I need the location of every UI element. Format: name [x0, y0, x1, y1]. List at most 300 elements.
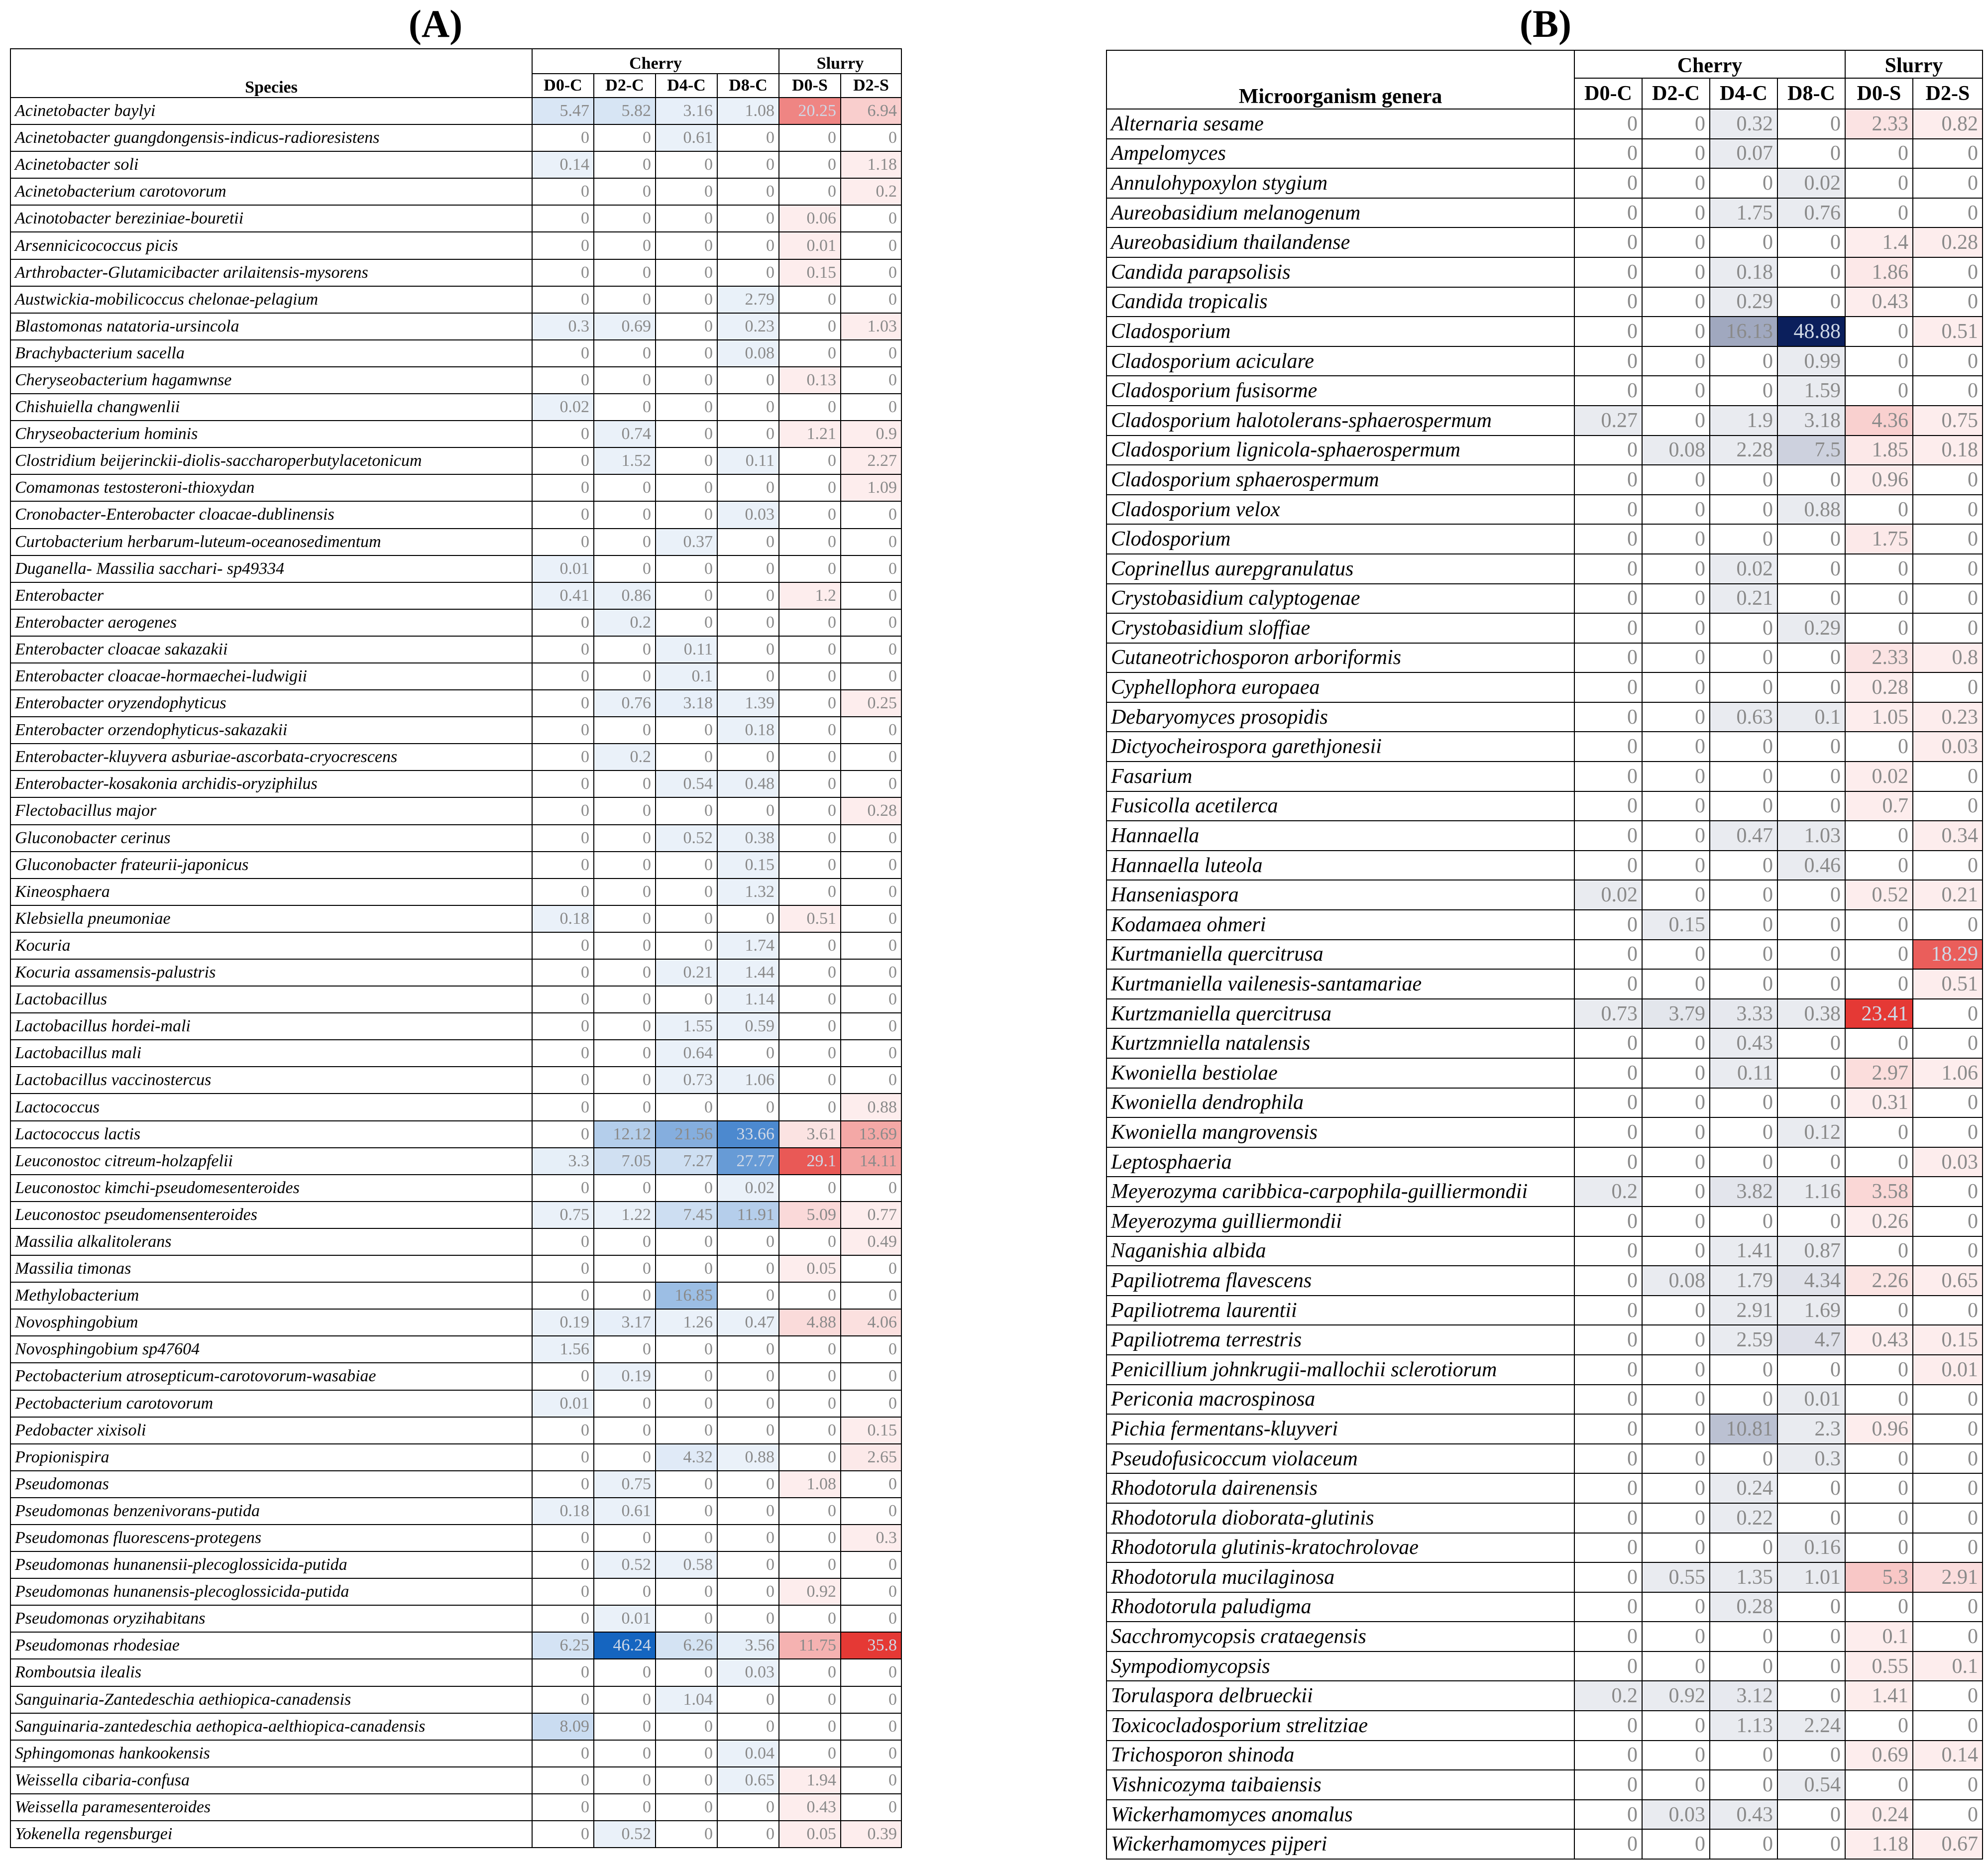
heatmap-cell: 0.2 [1574, 1177, 1642, 1207]
row-label: Alternaria sesame [1106, 109, 1574, 139]
heatmap-cell: 1.22 [594, 1202, 656, 1228]
panel-b-label: (B) [1520, 2, 1571, 45]
heatmap-cell: 0 [532, 1525, 594, 1551]
heatmap-cell: 0.74 [594, 421, 656, 447]
heatmap-cell: 0 [1710, 1147, 1777, 1177]
heatmap-cell: 0 [1574, 287, 1642, 317]
heatmap-cell: 0 [1777, 1207, 1845, 1236]
heatmap-cell: 0 [1574, 702, 1642, 732]
heatmap-cell: 0 [717, 1336, 779, 1363]
heatmap-cell: 0 [1777, 1681, 1845, 1711]
heatmap-cell: 0 [594, 1255, 656, 1282]
heatmap-cell: 0 [1777, 1473, 1845, 1503]
heatmap-cell: 0 [1574, 1562, 1642, 1592]
row-label: Sanguinaria-Zantedeschia aethiopica-canadensis [10, 1686, 532, 1713]
heatmap-cell: 1.69 [1777, 1296, 1845, 1325]
heatmap-cell: 0 [1777, 1058, 1845, 1088]
heatmap-cell: 0 [656, 717, 717, 744]
heatmap-cell: 0.02 [1574, 880, 1642, 910]
heatmap-cell: 0 [1642, 287, 1710, 317]
heatmap-cell: 0 [1574, 1651, 1642, 1681]
heatmap-cell: 0.3 [532, 313, 594, 340]
heatmap-cell: 0 [656, 1255, 717, 1282]
table-row [10, 959, 901, 986]
heatmap-cell: 0 [1642, 672, 1710, 702]
heatmap-cell: 0 [1845, 1503, 1913, 1533]
heatmap-cell: 0.88 [717, 1444, 779, 1471]
heatmap-cell: 0 [717, 1471, 779, 1498]
table-row [10, 1605, 901, 1632]
table-row [1106, 436, 1983, 465]
heatmap-cell: 0 [532, 1767, 594, 1794]
heatmap-cell: 1.41 [1710, 1236, 1777, 1266]
column-header: D2-S [1913, 78, 1983, 109]
heatmap-cell: 0 [1777, 672, 1845, 702]
row-label: Methylobacterium [10, 1282, 532, 1309]
heatmap-cell: 1.06 [1913, 1058, 1983, 1088]
heatmap-cell: 0.48 [717, 770, 779, 797]
heatmap-cell: 0 [594, 1094, 656, 1120]
table-row [1106, 1414, 1983, 1444]
heatmap-cell: 0.19 [594, 1363, 656, 1390]
row-label: Kurtmaniella vailenesis-santamariae [1106, 969, 1574, 999]
heatmap-cell: 2.26 [1845, 1266, 1913, 1296]
heatmap-cell: 0 [841, 124, 901, 151]
table-row [1106, 554, 1983, 584]
heatmap-cell: 0.2 [594, 609, 656, 636]
heatmap-cell: 0 [779, 340, 841, 367]
heatmap-cell: 0 [594, 636, 656, 663]
heatmap-cell: 0 [1777, 1651, 1845, 1681]
heatmap-cell: 0.15 [1642, 910, 1710, 940]
table-row [10, 825, 901, 852]
heatmap-cell: 3.3 [532, 1148, 594, 1175]
heatmap-cell: 0 [841, 1175, 901, 1202]
row-label: Cronobacter-Enterobacter cloacae-dublinensis [10, 501, 532, 528]
heatmap-cell: 0 [1642, 1473, 1710, 1503]
heatmap-cell: 0 [594, 1525, 656, 1551]
heatmap-cell: 0 [1845, 1770, 1913, 1800]
row-label: Cladosporium velox [1106, 495, 1574, 525]
table-row [1106, 1444, 1983, 1474]
heatmap-cell: 0 [1913, 1207, 1983, 1236]
heatmap-cell: 0.03 [1913, 732, 1983, 762]
heatmap-cell: 0 [1777, 465, 1845, 495]
heatmap-cell: 0 [656, 879, 717, 905]
heatmap-cell: 3.61 [779, 1121, 841, 1148]
heatmap-cell: 3.18 [656, 690, 717, 717]
heatmap-cell: 2.28 [1710, 436, 1777, 465]
row-label: Crystobasidium calyptogenae [1106, 584, 1574, 614]
heatmap-cell: 0 [1574, 1414, 1642, 1444]
row-label: Toxicocladosporium strelitziae [1106, 1711, 1574, 1741]
heatmap-cell: 0.75 [1913, 406, 1983, 436]
heatmap-cell: 0 [841, 1794, 901, 1821]
heatmap-cell: 0 [841, 1471, 901, 1498]
row-label: Clostridium beijerinckii-diolis-saccharoperbutylacetonicum [10, 447, 532, 474]
heatmap-cell: 1.9 [1710, 406, 1777, 436]
row-label: Chryseobacterium hominis [10, 421, 532, 447]
heatmap-cell: 0 [594, 1336, 656, 1363]
heatmap-cell: 0.1 [656, 663, 717, 690]
heatmap-cell: 0 [1710, 376, 1777, 406]
column-header: D0-C [1574, 78, 1642, 109]
row-label: Kurtzmniella natalensis [1106, 1028, 1574, 1058]
heatmap-cell: 0.65 [717, 1767, 779, 1794]
heatmap-cell: 8.09 [532, 1713, 594, 1740]
heatmap-cell: 3.18 [1777, 406, 1845, 436]
heatmap-cell: 0 [717, 1228, 779, 1255]
heatmap-cell: 0 [717, 1417, 779, 1444]
table-row [10, 1417, 901, 1444]
heatmap-cell: 0 [594, 151, 656, 178]
heatmap-cell: 0 [656, 501, 717, 528]
heatmap-cell: 0 [532, 367, 594, 394]
heatmap-cell: 1.14 [717, 986, 779, 1013]
heatmap-cell: 0 [1913, 554, 1983, 584]
table-row [10, 313, 901, 340]
table-row [1106, 1800, 1983, 1830]
heatmap-cell: 4.06 [841, 1309, 901, 1336]
heatmap-cell: 6.25 [532, 1632, 594, 1659]
heatmap-cell: 0 [717, 1551, 779, 1578]
heatmap-cell: 10.81 [1710, 1414, 1777, 1444]
heatmap-cell: 0 [1777, 1503, 1845, 1533]
heatmap-cell: 0 [1642, 1741, 1710, 1770]
row-label: Candida parapsolisis [1106, 257, 1574, 287]
table-row [10, 447, 901, 474]
table-row [1106, 1562, 1983, 1592]
heatmap-cell: 0.87 [1777, 1236, 1845, 1266]
heatmap-cell: 0 [717, 1525, 779, 1551]
heatmap-cell: 0 [717, 582, 779, 609]
row-label: Pectobacterium carotovorum [10, 1390, 532, 1417]
heatmap-cell: 0 [532, 340, 594, 367]
heatmap-cell: 0 [779, 959, 841, 986]
heatmap-cell: 0 [841, 825, 901, 852]
heatmap-cell: 0 [717, 1713, 779, 1740]
row-label: Ampelomyces [1106, 139, 1574, 169]
heatmap-cell: 0 [841, 1336, 901, 1363]
row-label: Pseudofusicoccum violaceum [1106, 1444, 1574, 1474]
table-row [1106, 851, 1983, 880]
heatmap-cell: 1.86 [1845, 257, 1913, 287]
heatmap-cell: 1.08 [717, 98, 779, 124]
row-label: Leuconostoc citreum-holzapfelii [10, 1148, 532, 1175]
heatmap-cell: 0 [594, 852, 656, 879]
heatmap-cell: 0 [1845, 851, 1913, 880]
slurry-group-header: Slurry [1845, 50, 1983, 78]
heatmap-cell: 0 [1710, 1829, 1777, 1859]
row-label: Rhodotorula dioborata-glutinis [1106, 1503, 1574, 1533]
heatmap-cell: 0 [1642, 1147, 1710, 1177]
heatmap-cell: 0 [779, 1498, 841, 1525]
heatmap-cell: 0.37 [656, 529, 717, 555]
heatmap-cell: 5.47 [532, 98, 594, 124]
heatmap-cell: 12.12 [594, 1121, 656, 1148]
heatmap-cell: 0 [656, 447, 717, 474]
row-label: Cutaneotrichosporon arboriformis [1106, 643, 1574, 673]
table-row [1106, 524, 1983, 554]
row-label: Lactobacillus mali [10, 1040, 532, 1067]
heatmap-cell: 0 [1642, 198, 1710, 228]
heatmap-cell: 0 [1574, 791, 1642, 821]
heatmap-cell: 0 [532, 770, 594, 797]
row-label: Crystobasidium sloffiae [1106, 613, 1574, 643]
heatmap-cell: 0 [1913, 198, 1983, 228]
heatmap-cell: 0.24 [1845, 1800, 1913, 1830]
heatmap-cell: 0 [532, 259, 594, 286]
row-label: Kodamaea ohmeri [1106, 910, 1574, 940]
heatmap-cell: 0 [532, 932, 594, 959]
heatmap-cell: 0 [1710, 1533, 1777, 1563]
heatmap-cell: 0 [1574, 1355, 1642, 1385]
row-label: Enterobacter orzendophyticus-sakazakii [10, 717, 532, 744]
heatmap-cell: 0 [1845, 910, 1913, 940]
row-label: Duganella- Massilia sacchari- sp49334 [10, 555, 532, 582]
heatmap-cell: 0 [1642, 940, 1710, 970]
column-header: D8-C [717, 74, 779, 98]
heatmap-cell: 0 [1913, 524, 1983, 554]
heatmap-cell: 0 [841, 663, 901, 690]
row-label: Enterobacter cloacae-hormaechei-ludwigii [10, 663, 532, 690]
heatmap-cell: 1.32 [717, 879, 779, 905]
table-row [10, 259, 901, 286]
heatmap-cell: 0 [1642, 1058, 1710, 1088]
heatmap-cell: 0.31 [1845, 1088, 1913, 1118]
table-row [10, 1255, 901, 1282]
heatmap-cell: 2.59 [1710, 1325, 1777, 1355]
table-row [10, 394, 901, 421]
row-label: Austwickia-mobilicoccus chelonae-pelagium [10, 286, 532, 313]
heatmap-cell: 1.21 [779, 421, 841, 447]
heatmap-cell: 0 [656, 205, 717, 232]
heatmap-cell: 0 [1642, 1207, 1710, 1236]
heatmap-cell: 3.16 [656, 98, 717, 124]
heatmap-cell: 0 [779, 932, 841, 959]
table-row [1106, 1533, 1983, 1563]
heatmap-cell: 0 [532, 986, 594, 1013]
heatmap-cell: 0 [1913, 346, 1983, 376]
table-row [10, 98, 901, 124]
row-label: Lactococcus [10, 1094, 532, 1120]
heatmap-cell: 0 [1777, 1741, 1845, 1770]
heatmap-cell: 0 [841, 1578, 901, 1605]
heatmap-cell: 0.2 [841, 178, 901, 205]
heatmap-cell: 0.92 [779, 1578, 841, 1605]
row-label: Cladosporium lignicola-sphaerospermum [1106, 436, 1574, 465]
heatmap-cell: 0 [717, 1094, 779, 1120]
row-label: Lactobacillus hordei-mali [10, 1013, 532, 1040]
row-label: Pectobacterium atrosepticum-carotovorum-wasabiae [10, 1363, 532, 1390]
row-label: Acinetobacter soli [10, 151, 532, 178]
heatmap-cell: 0 [532, 1605, 594, 1632]
heatmap-cell: 0.01 [779, 232, 841, 259]
heatmap-cell: 0.43 [779, 1794, 841, 1821]
table-row [10, 852, 901, 879]
heatmap-cell: 0 [1574, 1325, 1642, 1355]
heatmap-cell: 0.02 [1777, 168, 1845, 198]
heatmap-cell: 0 [1777, 940, 1845, 970]
heatmap-cell: 0 [656, 1094, 717, 1120]
row-label: Wickerhamomyces pijperi [1106, 1829, 1574, 1859]
heatmap-cell: 20.25 [779, 98, 841, 124]
table-row [1106, 1325, 1983, 1355]
heatmap-cell: 0 [1777, 227, 1845, 257]
table-row [10, 1498, 901, 1525]
heatmap-cell: 0 [1845, 554, 1913, 584]
heatmap-cell: 0.75 [594, 1471, 656, 1498]
heatmap-cell: 0 [1845, 1296, 1913, 1325]
heatmap-cell: 0.51 [779, 905, 841, 932]
row-label: Massilia timonas [10, 1255, 532, 1282]
heatmap-cell: 0 [532, 1821, 594, 1848]
heatmap-cell: 0 [841, 744, 901, 770]
row-label: Sympodiomycopsis [1106, 1651, 1574, 1681]
heatmap-cell: 0 [779, 447, 841, 474]
heatmap-cell: 0.52 [594, 1551, 656, 1578]
table-row [1106, 1385, 1983, 1415]
heatmap-cell: 0 [779, 1525, 841, 1551]
heatmap-cell: 0 [779, 1444, 841, 1471]
heatmap-cell: 0 [594, 770, 656, 797]
heatmap-cell: 0 [1642, 1770, 1710, 1800]
heatmap-cell: 0 [1574, 969, 1642, 999]
table-row [10, 1336, 901, 1363]
row-label: Lactococcus lactis [10, 1121, 532, 1148]
table-row [10, 1767, 901, 1794]
row-label: Papiliotrema terrestris [1106, 1325, 1574, 1355]
heatmap-cell: 0.54 [656, 770, 717, 797]
heatmap-cell: 0 [1574, 1622, 1642, 1651]
heatmap-cell: 0 [1574, 672, 1642, 702]
heatmap-cell: 0 [1710, 1770, 1777, 1800]
row-label: Acinetobacter baylyi [10, 98, 532, 124]
heatmap-cell: 0 [594, 879, 656, 905]
table-row [10, 609, 901, 636]
row-label: Sacchromycopsis crataegensis [1106, 1622, 1574, 1651]
heatmap-cell: 1.18 [1845, 1829, 1913, 1859]
heatmap-cell: 0 [1574, 1147, 1642, 1177]
heatmap-cell: 0 [779, 1417, 841, 1444]
heatmap-cell: 0 [594, 959, 656, 986]
heatmap-cell: 0 [1642, 880, 1710, 910]
heatmap-cell: 0 [717, 529, 779, 555]
row-label: Massilia alkalitolerans [10, 1228, 532, 1255]
heatmap-cell: 0 [1913, 1444, 1983, 1474]
heatmap-cell: 0 [841, 1363, 901, 1390]
heatmap-cell: 0 [1642, 1325, 1710, 1355]
column-header: D4-C [1710, 78, 1777, 109]
heatmap-cell: 0.88 [1777, 495, 1845, 525]
heatmap-cell: 0 [532, 205, 594, 232]
heatmap-cell: 0.28 [1845, 672, 1913, 702]
heatmap-cell: 0 [1574, 257, 1642, 287]
row-label: Sanguinaria-zantedeschia aethopica-aelthiopica-canadensis [10, 1713, 532, 1740]
row-label: Meyerozyma guilliermondii [1106, 1207, 1574, 1236]
heatmap-cell: 0 [1642, 1622, 1710, 1651]
heatmap-cell: 0 [779, 609, 841, 636]
heatmap-cell: 0 [656, 1390, 717, 1417]
heatmap-cell: 0 [656, 744, 717, 770]
heatmap-cell: 0 [779, 1282, 841, 1309]
heatmap-cell: 1.26 [656, 1309, 717, 1336]
heatmap-cell: 0.41 [532, 582, 594, 609]
heatmap-cell: 0 [1642, 969, 1710, 999]
table-row [1106, 227, 1983, 257]
heatmap-cell: 0.05 [779, 1821, 841, 1848]
heatmap-cell: 0 [1574, 1236, 1642, 1266]
heatmap-cell: 0.52 [594, 1821, 656, 1848]
heatmap-cell: 0 [1913, 999, 1983, 1029]
heatmap-cell: 0 [717, 1390, 779, 1417]
heatmap-cell: 0 [779, 1659, 841, 1686]
heatmap-cell: 1.41 [1845, 1681, 1913, 1711]
heatmap-cell: 0.11 [1710, 1058, 1777, 1088]
heatmap-cell: 0 [1574, 376, 1642, 406]
heatmap-cell: 0 [532, 852, 594, 879]
heatmap-cell: 0 [1913, 1711, 1983, 1741]
row-label: Enterobacter oryzendophyticus [10, 690, 532, 717]
heatmap-cell: 1.16 [1777, 1177, 1845, 1207]
heatmap-cell: 1.94 [779, 1767, 841, 1794]
heatmap-cell: 0 [717, 394, 779, 421]
heatmap-cell: 1.75 [1845, 524, 1913, 554]
heatmap-cell: 0.3 [1777, 1444, 1845, 1474]
heatmap-cell: 0 [779, 1228, 841, 1255]
table-row [10, 717, 901, 744]
heatmap-cell: 0 [1642, 1592, 1710, 1622]
heatmap-cell: 0 [1777, 257, 1845, 287]
heatmap-cell: 0 [779, 744, 841, 770]
heatmap-cell: 0 [594, 1767, 656, 1794]
heatmap-cell: 0 [717, 905, 779, 932]
heatmap-cell: 0.38 [1777, 999, 1845, 1029]
heatmap-cell: 3.12 [1710, 1681, 1777, 1711]
heatmap-cell: 0 [779, 151, 841, 178]
table-row [10, 879, 901, 905]
heatmap-cell: 0 [1777, 969, 1845, 999]
heatmap-cell: 0 [532, 1794, 594, 1821]
heatmap-cell: 0 [532, 421, 594, 447]
heatmap-cell: 5.82 [594, 98, 656, 124]
heatmap-cell: 0.14 [532, 151, 594, 178]
row-label: Romboutsia ilealis [10, 1659, 532, 1686]
heatmap-cell: 0.63 [1710, 702, 1777, 732]
heatmap-cell: 0 [656, 1821, 717, 1848]
table-row [10, 501, 901, 528]
species-table-body [10, 98, 901, 1848]
row-label: Enterobacter-kluyvera asburiae-ascorbata-cryocrescens [10, 744, 532, 770]
heatmap-cell: 3.17 [594, 1309, 656, 1336]
heatmap-cell: 1.79 [1710, 1266, 1777, 1296]
heatmap-cell: 13.69 [841, 1121, 901, 1148]
heatmap-cell: 0 [1913, 762, 1983, 791]
heatmap-cell: 0 [841, 905, 901, 932]
heatmap-cell: 0 [1642, 1651, 1710, 1681]
heatmap-cell: 0 [717, 259, 779, 286]
column-header: D0-C [532, 74, 594, 98]
heatmap-cell: 16.85 [656, 1282, 717, 1309]
heatmap-cell: 0 [1777, 1355, 1845, 1385]
row-label: Leuconostoc pseudomensenteroides [10, 1202, 532, 1228]
genera-column-header: Microorganism genera [1106, 50, 1574, 109]
heatmap-cell: 0 [532, 1255, 594, 1282]
heatmap-cell: 0 [1642, 1829, 1710, 1859]
heatmap-cell: 0.73 [656, 1067, 717, 1094]
heatmap-cell: 0 [1574, 732, 1642, 762]
row-label: Coprinellus aurepgranulatus [1106, 554, 1574, 584]
